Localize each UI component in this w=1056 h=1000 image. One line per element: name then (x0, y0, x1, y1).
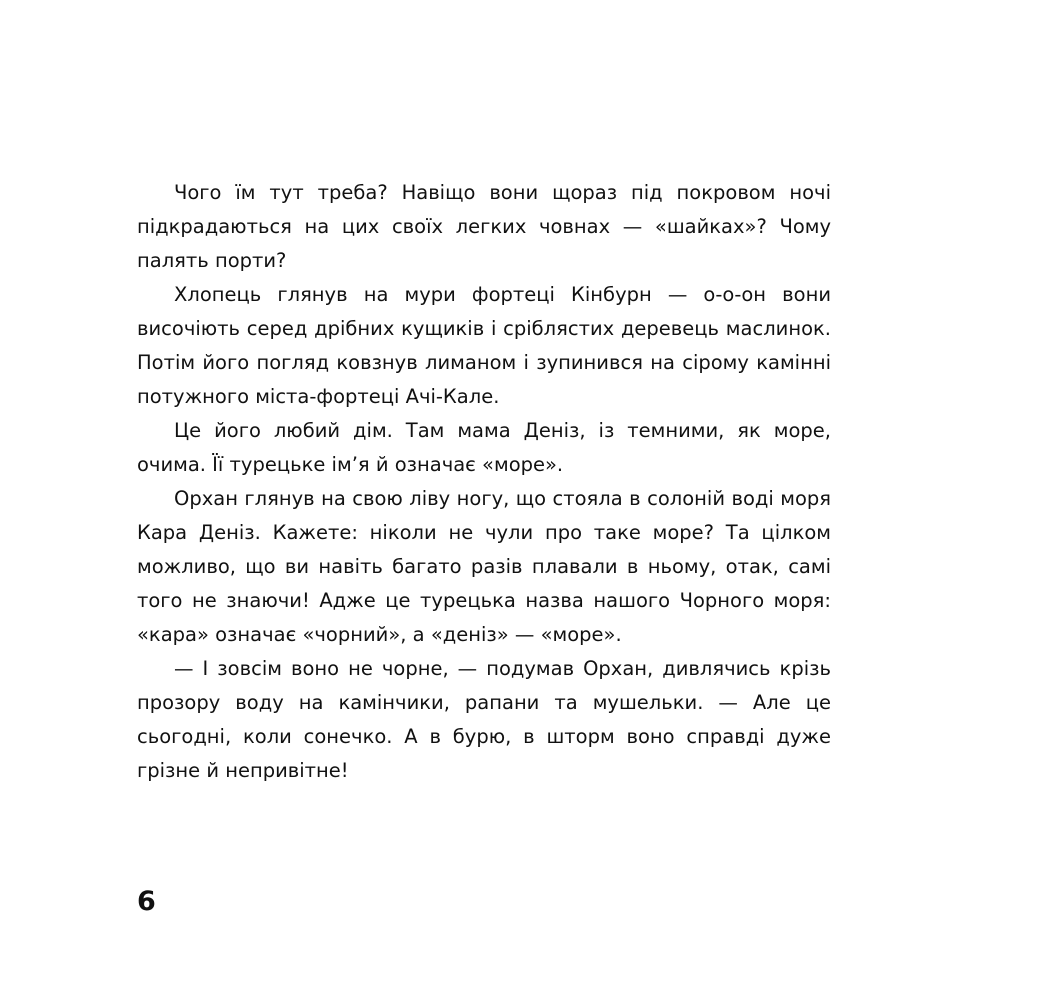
paragraph-1: Чого їм тут треба? Навіщо вони щораз під покровом ночі підкрадаються на цих своїх легких човнах — «шайках»? Чому палять порти? (137, 181, 831, 272)
paragraph-2: Хлопець глянув на мури фортеці Кінбурн — о-о-он вони височіють серед дрібних кущиків і сріблястих деревець маслинок. Потім його погляд ковзнув лиманом і зупинився на сірому камінні потужного міста-фортеці Ачі-Кале. (137, 283, 831, 408)
paragraph-5: — І зовсім воно не чорне, — подумав Орхан, дивлячись крізь прозору воду на камінчики, рапани та мушельки. — Але це сьогодні, коли сонечко. А в бурю, в шторм воно справді дуже грізне й непривітне! (137, 657, 831, 782)
paragraph-3: Це його любий дім. Там мама Деніз, із темними, як море, очима. Її турецьке ім’я й означає «море». (137, 419, 831, 476)
body-text (137, 176, 831, 788)
page-number: 6 (137, 886, 156, 917)
paragraph-4: Орхан глянув на свою ліву ногу, що стояла в солоній воді моря Кара Деніз. Кажете: ніколи не чули про таке море? Та цілком можливо, що ви навіть багато разів плавали в ньому, отак, самі того не знаючи! Адже це турецька назва нашого Чорного моря: «кара» означає «чорний», а «деніз» — «море». (137, 487, 831, 646)
